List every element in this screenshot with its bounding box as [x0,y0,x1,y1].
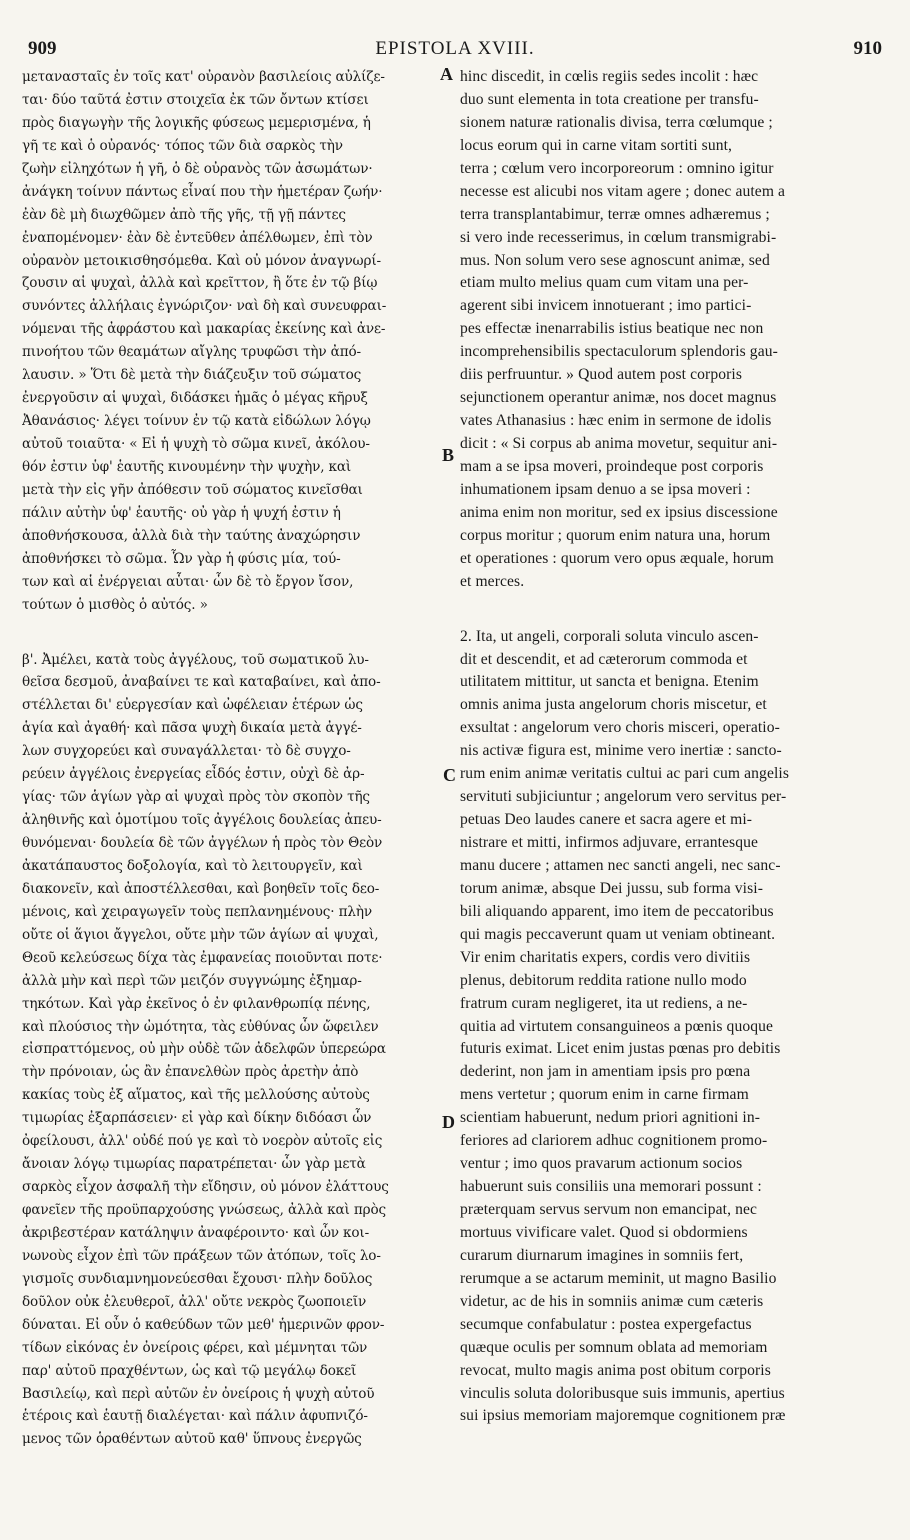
text-line: ἁγία καὶ ἀγαθή· καὶ πᾶσα ψυχὴ δικαία μετὰ ἀγγέ- [22,720,362,737]
text-line: locus eorum qui in carne vitam sortiti sunt, [460,136,733,154]
text-line: incomprehensibilis spectaculorum splendoris gau- [460,343,778,361]
text-line: ἀκριβεστέραν κατάληψιν ἀναφέροιντο· καὶ ὧν κοι- [22,1224,370,1241]
text-line: rum enim animæ veritatis cultui ac pari cum angelis [460,765,790,783]
text-line: sejunctionem operantur animæ, nos docet magnus [460,389,777,407]
latin-paragraph-1 [460,66,890,594]
text-line: συνόντες ἀλλήλαις ἐγνώριζον· ναὶ δὴ καὶ συνευφραι- [22,298,387,315]
text-line: εἰσπραττόμενος, οὐ μὴν οὐδὲ τῶν ἀδελφῶν ὑπερεώρα [22,1041,386,1058]
text-line: ἀληθινῆς καὶ ὁμοτίμου τοῖς ἀγγέλοις δουλείας ἀπευ- [22,812,382,829]
text-line: manu ducere ; attamen nec sancti angeli, nec sanc- [460,856,781,874]
text-line: μετὰ τὴν εἰς γῆν ἀπόθεσιν τοῦ σώματος κινεῖσθαι [22,481,363,498]
text-line: fratrum curam negligeret, ita ut rediens, a ne- [460,994,748,1012]
text-line: θυνόμεναι· δουλεία δὲ τῶν ἀγγέλων ἡ πρὸς τὸν Θεὸν [22,835,383,851]
text-line: ζουσιν αἱ ψυχαὶ, ἀλλὰ καὶ κρεῖττον, ἢ ὅτε ἐν τῷ βίῳ [22,275,378,292]
text-line: mortuus vivificare valet. Quod si obdormiens [460,1223,748,1241]
text-line: αὐτοῦ τοιαῦτα· « Εἰ ἡ ψυχὴ τὸ σῶμα κινεῖ, ἀκόλου- [22,436,370,452]
margin-letter-c: C [443,765,456,785]
text-line: τιμωρίας ἐξαρπάσειεν· εἰ γὰρ καὶ δίκην διδόασι ὧν [22,1110,372,1127]
text-line: dit et descendit, et ad cæterorum commoda et [460,650,748,668]
text-line: Vir enim charitatis expers, cordis vero divitiis [460,948,751,966]
text-line: γίας· τῶν ἁγίων γὰρ αἱ ψυχαὶ πρὸς τὸν σκοπὸν τῆς [22,789,370,806]
text-line: πινοήτου τῶν θεαμάτων αἴγλης τρυφῶσι τὴν ἀπό- [22,344,361,361]
text-line: bili aliquando apparent, imo item de peccatoribus [460,902,774,920]
text-line: torum animæ, absque Dei jussu, sub forma visi- [460,879,764,897]
text-line: τούτων ὁ μισθὸς ὁ αὐτός. » [22,596,208,613]
text-line: ἐναπομένομεν· ἐὰν δὲ ἐντεῦθεν ἀπέλθωμεν, ἐπὶ τὸν [22,229,373,246]
text-line: quitia ad virtutem consanguineos a pœnis quoque [460,1017,774,1035]
text-line: nistrare et mitti, infirmos adjuvare, errantesque [460,834,759,851]
text-line: γῆ τε καὶ ὁ οὐρανός· τόπος τῶν διὰ σαρκὸς τὴν [22,137,343,154]
margin-letter-d: D [442,1112,455,1132]
text-line: ἀνάγκη τοίνυν πάντως εἶναί που τὴν ἡμετέραν ζωήν· [22,183,383,200]
text-line: corpus moritur ; quorum enim natura una, horum [460,526,771,544]
text-line: diis perfruuntur. » Quod autem post corporis [460,366,743,384]
text-line: τηκότων. Καὶ γὰρ ἐκεῖνος ὁ ἐν φιλανθρωπίᾳ πένης, [22,995,371,1012]
text-line: vinculis soluta doloribusque suis immunis, apertius [460,1384,785,1402]
text-line: agerent sibi invicem innotuerant ; imo partici- [460,297,752,315]
text-line: ἀποθνήσκουσα, ἀλλὰ διὰ τὴν ταύτης ἀναχώρησιν [22,527,361,544]
text-line: duo sunt elementa in tota creatione per transfu- [460,90,759,108]
text-line: inhumationem ipsam denuo a se ipsa moveri : [460,480,751,498]
text-line: mens vertetur ; quorum enim in carne firmam [460,1086,749,1104]
text-line: ὀφείλουσι, ἀλλ' οὐδέ πού γε καὶ τὸ νοερὸν αὐτοῖς εἰς [22,1133,383,1150]
text-line: β'. Ἀμέλει, κατὰ τοὺς ἀγγέλους, τοῦ σωματικοῦ λυ- [22,651,369,668]
text-line: rerumque a se actarum meminit, ut magno Basilio [460,1269,777,1287]
page-number-left: 909 [28,38,57,59]
text-line: hinc discedit, in cœlis regiis sedes incolit : hæc [460,68,759,85]
text-line: petuas Deo laudes canere et sacra agere et mi- [460,811,753,829]
text-line: servituti subjiciuntur ; angelorum vero servitus per- [460,788,787,806]
text-line: omnis anima justa angelorum choris miscetur, et [460,696,767,714]
text-line: mam a se ipsa moveri, proindeque post corporis [460,457,764,475]
text-line: παρ' αὐτοῦ πραχθέντων, ὡς καὶ τῷ μεγάλῳ δοκεῖ [22,1362,357,1379]
text-line: ventur ; imo quos pravarum actionum socios [460,1155,743,1173]
text-line: ἐνεργοῦσιν αἱ ψυχαὶ, διδάσκει ἡμᾶς ὁ μέγας κῆρυξ [22,390,368,407]
text-line: ἀλλὰ μὴν καὶ περὶ τῶν μειζόν συγγνώμης ἐξημαρ- [22,972,362,989]
text-line: revocat, multo magis anima post obitum corporis [460,1361,771,1379]
text-line: futuris eximat. Licet enim justas pœnas pro debitis [460,1040,781,1058]
text-line: ἐὰν δὲ μὴ διωχθῶμεν ἀπὸ τῆς γῆς, τῇ γῇ πάντες [22,206,346,223]
text-line: οὔτε οἱ ἅγιοι ἄγγελοι, οὔτε μὴν τῶν ἁγίων αἱ ψυχαὶ, [22,926,379,943]
text-line: νόμεναι τῆς ἀφράστου καὶ μακαρίας ἐκείνης καὶ ἀνε- [22,321,386,338]
text-line: 2. Ita, ut angeli, corporali soluta vinculo ascen- [460,627,759,645]
text-line: et merces. [460,572,525,590]
text-line: sionem naturæ rationalis divisa, terra cœlumque ; [460,113,773,131]
text-line: θόν ἐστιν ὑφ' ἑαυτῆς κινουμένην τὴν ψυχὴν, καὶ [22,458,352,475]
text-line: curarum diurnarum imagines in somniis fert, [460,1246,744,1264]
text-line: feriores ad clariorem adhuc cognitionem promo- [460,1132,768,1150]
text-line: οὐρανὸν μετοικισθησόμεθα. Καὶ οὐ μόνον ἀναγνωρί- [22,252,381,269]
greek-paragraph-2 [22,649,452,1452]
text-line: ζωὴν εἰληχότων ἡ γῆ, ὁ δὲ οὐρανὸς τῶν ἀσωμάτων· [22,160,373,177]
text-line: mus. Non solum vero sese agnoscunt animæ, sed [460,251,770,269]
text-line: qui magis peccaverunt quam ut veniam obtineant. [460,925,776,943]
text-line: ται· δύο ταῦτά ἐστιν στοιχεῖα ἐκ τῶν ὄντων κτίσει [22,91,369,108]
text-line: videtur, ac de his in somniis animæ cum cæteris [460,1292,764,1310]
text-line: γισμοῖς συνδιαμνημονεύεσθαι ἔχουσι· πλὴν δοῦλος [22,1270,373,1287]
page-header [28,38,882,60]
text-line: utilitatem mittitur, ut sancta et benigna. Etenim [460,673,759,691]
text-line: sui ipsius memoriam majoremque cognitionem præ [460,1407,786,1425]
text-line: στέλλεται δι' εὐεργεσίαν καὶ ὠφέλειαν ἑτέρων ὡς [22,697,363,714]
text-line: vates Athanasius : hæc enim in sermone de idolis [460,412,772,430]
text-line: δύναται. Εἰ οὖν ὁ καθεύδων τῶν μεθ' ἡμερινῶν φρον- [22,1316,385,1333]
text-line: habuerunt suis consiliis una memorari possunt : [460,1178,762,1196]
text-line: φανεῖεν τῆς προϋπαρχούσης γνώσεως, ἀλλὰ καὶ πρὸς [22,1202,386,1218]
text-line: quæque oculis per somnum oblata ad memoriam [460,1338,768,1356]
page-number-right: 910 [853,38,882,59]
text-line: πρὸς διαγωγὴν τῆς λογικῆς φύσεως μεμερισμένα, ἡ [22,114,371,131]
text-line: νωνοὺς εἶχον ἐπὶ τῶν πράξεων τῶν ἀτόπων, τοῖς λο- [22,1247,381,1264]
greek-column [22,66,455,1451]
text-line: ἄνοιαν λόγῳ τιμωρίας παρατρέπεται· ὧν γὰρ μετὰ [22,1156,366,1173]
text-line: pes effectæ inenarrabilis istius beatique nec non [460,320,764,338]
text-line: ρεύειν ἀγγέλοις ἐνεργείας εἶδός ἐστιν, οὐχὶ δὲ ἀρ- [22,766,365,783]
text-line: τίδων εἰκόνας ἐν ὀνείροις φέρει, καὶ μέμνηται τῶν [22,1339,368,1356]
text-line: δοῦλον οὐκ ἐλευθεροῖ, ἀλλ' οὔτε νεκρὸς ζωοποιεῖν [22,1293,367,1310]
text-line: præterquam servus servum non emancipat, nec [460,1201,758,1218]
text-line: διακονεῖν, καὶ ἀποστέλλεσθαι, καὶ βοηθεῖν τοῖς δεο- [22,880,380,897]
text-line: terra ; cœlum vero incorporeorum : omnino igitur [460,159,774,177]
latin-paragraph-2 [460,626,890,1429]
greek-paragraph-1 [22,66,455,617]
text-line: terra transplantabimur, terræ omnes adhæremus ; [460,205,770,223]
margin-letter-b: B [442,445,455,465]
text-line: scientiam habuerunt, nedum priori agnitioni in- [460,1109,761,1127]
text-line: θεῖσα δεσμοῦ, ἀναβαίνει τε καὶ καταβαίνει, καὶ ἀπο- [22,674,381,691]
text-line: λων συγχορεύει καὶ συναγάλλεται· τὸ δὲ συγχο- [22,743,351,760]
page-title: EPISTOLA XVIII. [375,38,535,59]
text-line: et operationes : quorum vero opus æquale, horum [460,549,774,567]
text-line: μετανασταῖς ἐν τοῖς κατ' οὐρανὸν βασιλείοις αὐλίζε- [22,69,385,85]
text-line: plenus, debitorum reddita ratione nullo modo [460,971,747,989]
text-line: dederint, non jam in amentiam ipsis pro pœna [460,1063,751,1081]
text-line: μένοις, καὶ χειραγωγεῖν τοὺς πεπλανημένους· πλὴν [22,903,372,920]
text-line: κακίας τοὺς ἐξ αἵματος, καὶ τῆς μελλούσης αὐτοὺς [22,1087,370,1104]
text-line: exsultat : angelorum vero choris misceri, operatio- [460,719,780,737]
text-line: καὶ πλούσιος τὴν ὠμότητα, τὰς εὐθύνας ὧν ὤφειλεν [22,1018,379,1035]
text-line: μενος τῶν ὁραθέντων αὐτοῦ καθ' ὕπνους ἐνεργῶς [22,1431,362,1448]
text-line: secumque confabulatur : postea expergefactus [460,1315,752,1333]
text-line: etiam multo melius quam cum vitam una per- [460,274,749,292]
text-line: σαρκὸς εἶχον ἀσφαλῆ τὴν εἴδησιν, οὐ μόνον ἐλάττους [22,1179,389,1196]
text-line: ἀποθνήσκει τὸ σῶμα. Ὧν γὰρ ἡ φύσις μία, τού- [22,550,341,567]
text-line: ἀκατάπαυστος δοξολογία, καὶ τὸ λειτουργεῖν, καὶ [22,857,363,874]
text-line: si vero inde recesserimus, in cœlum transmigrabi- [460,228,777,246]
text-line: Βασιλείῳ, καὶ περὶ αὐτῶν ἐν ὀνείροις ἡ ψυχὴ αὐτοῦ [22,1385,375,1402]
text-line: ἑτέροις καὶ ἑαυτῇ διαλέγεται· καὶ πάλιν ἀφυπνιζό- [22,1408,368,1425]
text-line: τὴν πρόνοιαν, ὡς ἂν ἐπανελθὼν πρὸς ἀρετὴν ἀπὸ [22,1064,359,1081]
margin-letter-a: A [440,64,453,84]
text-line: λαυσιν. » Ὅτι δὲ μετὰ τὴν διάζευξιν τοῦ σώματος [22,367,362,384]
text-line: των καὶ αἱ ἐνέργειαι αὗται· ὧν δὲ τὸ ἔργον ἴσον, [22,573,354,590]
latin-column [460,66,890,1428]
text-line: Θεοῦ κελεύσεως δίχα τὰς ἐμφανείας ποιοῦνται ποτε· [22,949,383,966]
text-line: necesse est alicubi nos vitam agere ; donec autem a [460,182,786,200]
text-line: πάλιν αὐτὴν ὑφ' ἑαυτῆς· οὐ γὰρ ἡ ψυχή ἐστιν ἡ [22,504,341,521]
text-line: Ἀθανάσιος· λέγει τοίνυν ἐν τῷ κατὰ εἰδώλων λόγῳ [22,413,371,430]
text-line: dicit : « Si corpus ab anima movetur, sequitur ani- [460,435,778,452]
text-line: nis activæ figura est, minime vero inertiæ : sancto- [460,742,782,760]
text-line: anima enim non moritur, sed ex ipsius discessione [460,503,778,521]
